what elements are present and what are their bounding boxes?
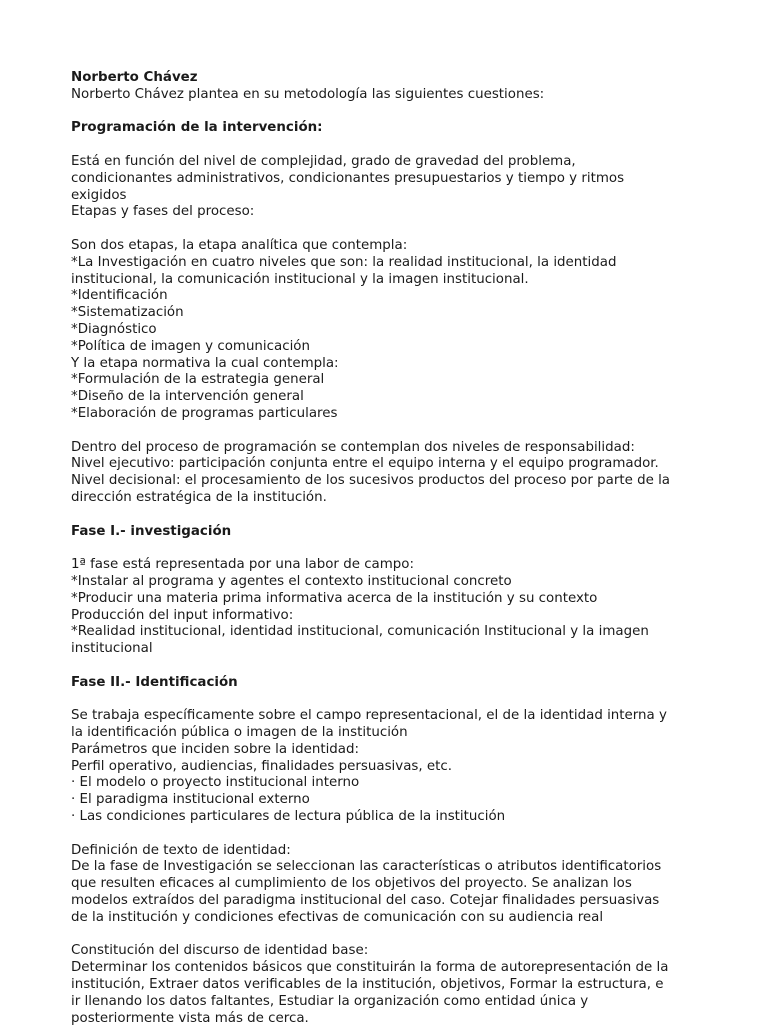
- list-item: *Política de imagen y comunicación: [71, 338, 310, 354]
- list-item: · Las condiciones particulares de lectura pública de la institución: [71, 809, 506, 825]
- paragraph-line: institucional, la comunicación institucional y la imagen institucional.: [71, 271, 529, 287]
- list-item: *Sistematización: [71, 305, 184, 321]
- list-item: · El modelo o proyecto institucional interno: [71, 775, 360, 791]
- paragraph-line: Constitución del discurso de identidad base:: [71, 943, 369, 959]
- spacer: [71, 691, 701, 708]
- paragraph-line: Y la etapa normativa la cual contempla:: [71, 355, 339, 371]
- document-page: [71, 70, 701, 1027]
- paragraph-line: Nivel decisional: el procesamiento de los sucesivos productos del proceso por parte de la: [71, 473, 671, 489]
- paragraph-line: 1ª fase está representada por una labor de campo:: [71, 557, 415, 573]
- paragraph-line: ir llenando los datos faltantes, Estudiar la organización como entidad única y: [71, 993, 589, 1009]
- author-heading: Norberto Chávez: [71, 70, 198, 85]
- paragraph-line: Determinar los contenidos básicos que constituirán la forma de autorepresentación de la: [71, 960, 669, 976]
- paragraph-line: Está en función del nivel de complejidad, grado de gravedad del problema,: [71, 153, 576, 169]
- paragraph-line: exigidos: [71, 187, 127, 203]
- paragraph-line: modelos extraídos del paradigma institucional del caso. Cotejar finalidades persuasivas: [71, 893, 660, 909]
- spacer: [71, 826, 701, 843]
- spacer: [71, 221, 701, 238]
- spacer: [71, 658, 701, 675]
- section-heading-programacion: Programación de la intervención:: [71, 120, 323, 136]
- list-item: *Diseño de la intervención general: [71, 389, 304, 405]
- paragraph-line: la identificación pública o imagen de la institución: [71, 725, 408, 741]
- paragraph-line: dirección estratégica de la institución.: [71, 489, 327, 505]
- spacer: [71, 507, 701, 524]
- paragraph-line: Se trabaja específicamente sobre el campo representacional, el de la identidad interna y: [71, 708, 667, 724]
- list-item: *Formulación de la estrategia general: [71, 372, 325, 388]
- intro-text: Norberto Chávez plantea en su metodología las siguientes cuestiones:: [71, 86, 545, 102]
- spacer: [71, 137, 701, 154]
- spacer: [71, 540, 701, 557]
- paragraph-line: Dentro del proceso de programación se contemplan dos niveles de responsabilidad:: [71, 439, 635, 455]
- list-item: *Identificación: [71, 288, 168, 304]
- section-heading-fase-2: Fase II.- Identificación: [71, 674, 238, 690]
- list-item: *Instalar al programa y agentes el contexto institucional concreto: [71, 573, 512, 589]
- paragraph-line: institucional: [71, 641, 153, 657]
- paragraph-line: Son dos etapas, la etapa analítica que contempla:: [71, 237, 408, 253]
- paragraph-line: Nivel ejecutivo: participación conjunta entre el equipo interna y el equipo programador.: [71, 456, 659, 472]
- paragraph-line: condicionantes administrativos, condicionantes presupuestarios y tiempo y ritmos: [71, 170, 625, 186]
- paragraph-line: *La Investigación en cuatro niveles que son: la realidad institucional, la identidad: [71, 254, 617, 270]
- section-heading-fase-1: Fase I.- investigación: [71, 523, 232, 539]
- list-item: *Realidad institucional, identidad institucional, comunicación Institucional y la imagen: [71, 624, 649, 640]
- paragraph-line: Producción del input informativo:: [71, 607, 294, 623]
- paragraph-line: posteriormente vista más de cerca.: [71, 1010, 309, 1026]
- paragraph-line: Etapas y fases del proceso:: [71, 204, 255, 220]
- paragraph-line: de la institución y condiciones efectivas de comunicación con su audiencia real: [71, 909, 604, 925]
- spacer: [71, 423, 701, 440]
- paragraph-line: Definición de texto de identidad:: [71, 842, 291, 858]
- paragraph-line: Parámetros que inciden sobre la identidad:: [71, 741, 360, 757]
- paragraph-line: Perfil operativo, audiencias, finalidades persuasivas, etc.: [71, 758, 452, 774]
- list-item: · El paradigma institucional externo: [71, 792, 310, 808]
- paragraph-line: que resulten eficaces al cumplimiento de los objetivos del proyecto. Se analizan los: [71, 876, 632, 892]
- list-item: *Producir una materia prima informativa acerca de la institución y su contexto: [71, 590, 598, 606]
- list-item: *Diagnóstico: [71, 321, 157, 337]
- paragraph-line: institución, Extraer datos verificables de la institución, objetivos, Formar la estructura, e: [71, 977, 664, 993]
- spacer: [71, 927, 701, 944]
- list-item: *Elaboración de programas particulares: [71, 405, 338, 421]
- spacer: [71, 104, 701, 121]
- paragraph-line: De la fase de Investigación se seleccionan las características o atributos identificatorios: [71, 859, 662, 875]
